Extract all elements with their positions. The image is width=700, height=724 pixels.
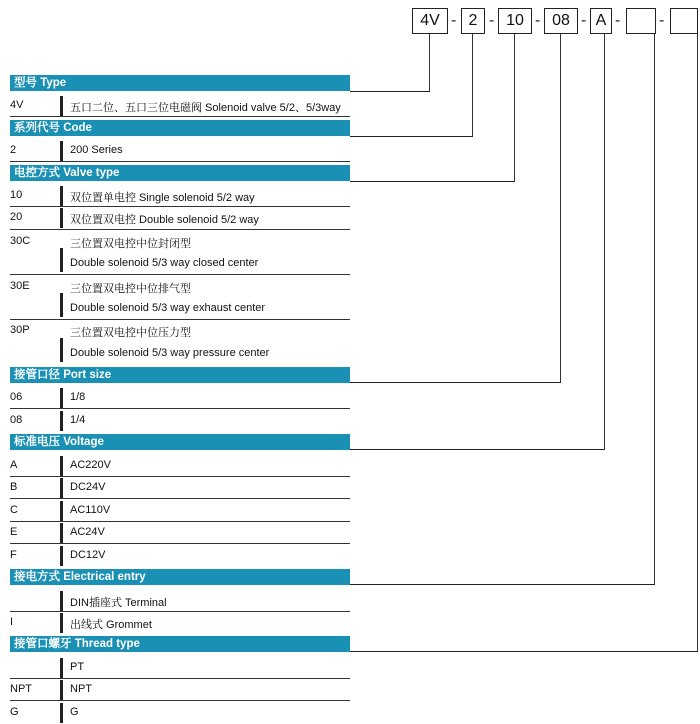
section-header-valve-type: 电控方式 Valve type [10,165,350,181]
row-code: 20 [10,211,23,223]
row-code: NPT [10,683,32,695]
row-description: DIN插座式 Terminal [70,597,167,609]
code-separator: - [659,12,665,29]
row-description: 三位置双电控中位排气型 [70,283,191,295]
header-connector-type [350,91,430,92]
row-divider [60,411,63,431]
row-divider [60,141,63,161]
row-description: DC24V [70,481,106,493]
row-separator [10,274,350,275]
row-divider [60,248,63,272]
row-separator [10,498,350,499]
row-code: C [10,504,18,516]
code-separator: - [615,12,621,29]
row-divider [60,591,63,611]
connector-line-series [472,34,473,136]
row-description-en: Double solenoid 5/3 way closed center [70,257,259,269]
row-description: 双位置单电控 Single solenoid 5/2 way [70,192,255,204]
header-connector-valve-type [350,181,515,182]
section-header-thread-type: 接管口螺牙 Thread type [10,636,350,652]
row-divider [60,208,63,228]
row-separator [10,319,350,320]
row-code: 2 [10,144,17,156]
row-description: 三位置双电控中位封闭型 [70,238,191,250]
connector-line-type [429,34,430,91]
row-description: PT [70,661,85,673]
row-code: B [10,481,18,493]
code-separator: - [581,12,587,29]
row-code: 10 [10,189,23,201]
row-description: 200 Series [70,144,123,156]
row-description: AC220V [70,459,111,471]
code-box-thread-type [670,8,698,34]
row-separator [10,678,350,679]
section-header-type: 型号 Type [10,75,350,91]
row-description: AC24V [70,526,105,538]
header-connector-voltage [350,449,605,450]
row-divider [60,501,63,521]
row-divider [60,658,63,678]
code-box-series: 2 [461,8,485,34]
connector-line-entry [654,34,655,584]
row-description: 1/8 [70,391,86,403]
section-header-voltage: 标准电压 Voltage [10,434,350,450]
row-code: G [10,706,19,718]
connector-line-voltage [604,34,605,449]
row-description: 出线式 Grommet [70,619,152,631]
row-separator [10,700,350,701]
row-divider [60,456,63,476]
header-connector-electrical-entry [350,584,655,585]
row-divider [60,388,63,408]
row-description-en: Double solenoid 5/3 way exhaust center [70,302,266,314]
row-divider [60,186,63,206]
row-description: G [70,706,79,718]
row-code: 30C [10,235,31,247]
row-description: 双位置双电控 Double solenoid 5/2 way [70,214,259,226]
row-divider [60,478,63,498]
section-header-electrical-entry: 接电方式 Electrical entry [10,569,350,585]
row-divider [60,546,63,566]
row-separator [10,206,350,207]
row-code: 06 [10,391,23,403]
row-separator [10,521,350,522]
row-code: E [10,526,18,538]
code-box-voltage: A [590,8,612,34]
row-divider [60,293,63,317]
row-separator [10,229,350,230]
row-separator [10,543,350,544]
row-divider [60,613,63,633]
row-divider [60,523,63,543]
header-connector-series [350,136,473,137]
connector-line-port [560,34,561,382]
row-code: 4V [10,99,24,111]
row-separator [10,611,350,612]
row-separator [10,476,350,477]
row-divider [60,680,63,700]
row-code: 08 [10,414,23,426]
connector-line-thread [697,34,698,651]
code-box-valve-type: 10 [498,8,532,34]
row-description: NPT [70,683,92,695]
row-divider [60,338,63,362]
row-code: 30E [10,280,30,292]
row-description: 五口二位、五口三位电磁阀 Solenoid valve 5/2、5/3way [70,102,341,114]
row-code: F [10,549,17,561]
code-box-type: 4V [412,8,448,34]
row-description: 1/4 [70,414,86,426]
code-box-port-size: 08 [544,8,578,34]
code-separator: - [535,12,541,29]
row-divider [60,703,63,723]
row-code: I [10,616,14,628]
row-description: AC110V [70,504,111,516]
row-description-en: Double solenoid 5/3 way pressure center [70,347,270,359]
section-header-series: 系列代号 Code [10,120,350,136]
row-code: A [10,459,18,471]
row-description: DC12V [70,549,106,561]
row-separator [10,116,350,117]
row-description: 三位置双电控中位压力型 [70,327,191,339]
header-connector-port-size [350,382,561,383]
section-header-port-size: 接管口径 Port size [10,367,350,383]
row-divider [60,96,63,116]
code-separator: - [489,12,495,29]
header-connector-thread-type [350,651,698,652]
row-code: 30P [10,324,30,336]
row-separator [10,408,350,409]
connector-line-valve [514,34,515,181]
row-separator [10,161,350,162]
code-separator: - [451,12,457,29]
code-box-electrical-entry [626,8,656,34]
